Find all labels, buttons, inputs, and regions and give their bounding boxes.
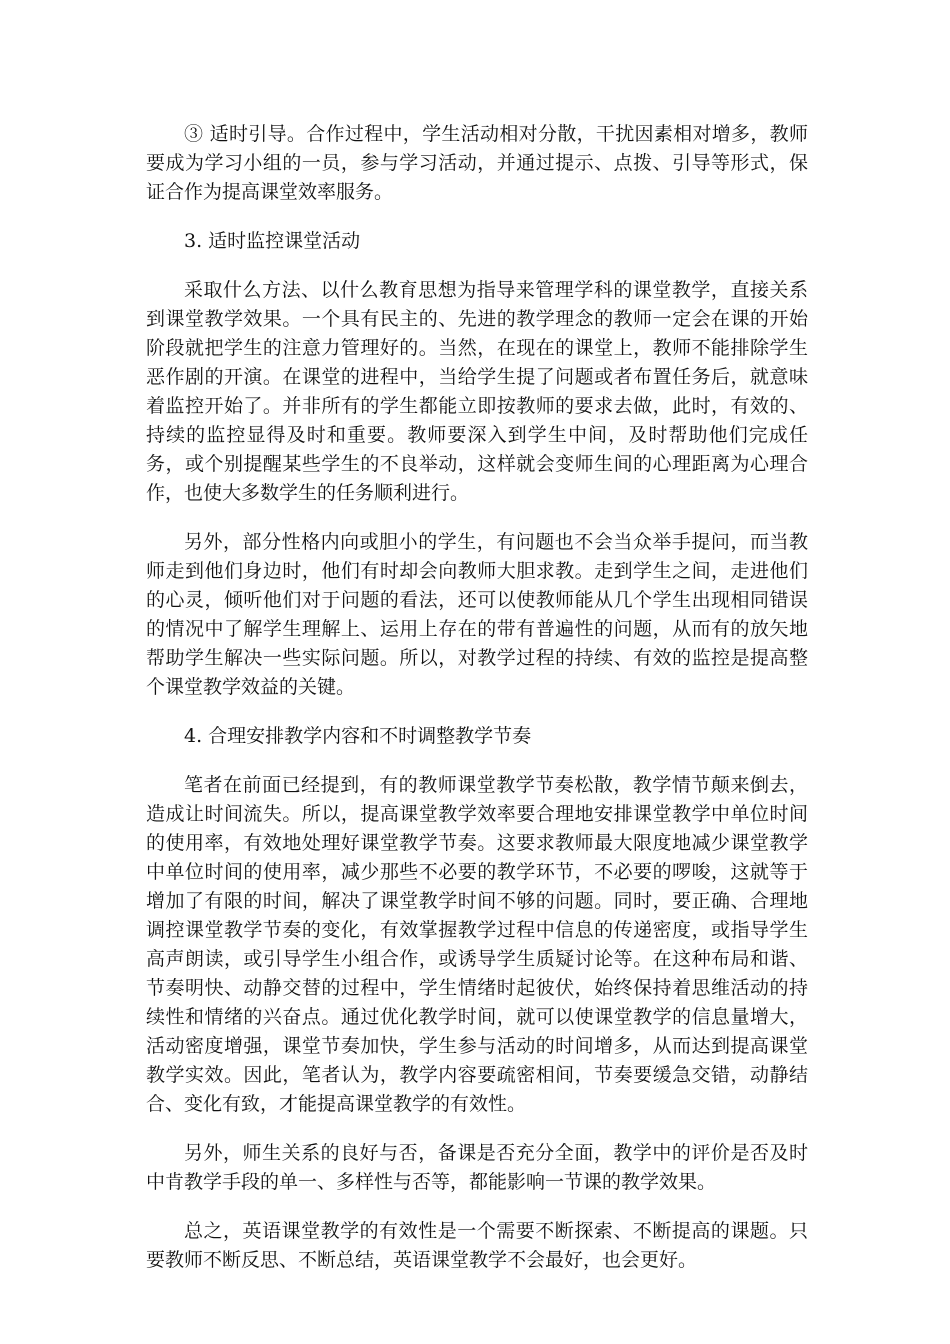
paragraph-monitoring: 采取什么方法、以什么教育思想为指导来管理学科的课堂教学，直接关系到课堂教学效果。一个具有民主的、先进的教学理念的教师一定会在课的开始阶段就把学生的注意力管理好的。当然，在现在的课堂上，教师不能排除学生恶作剧的开演。在课堂的进程中，当给学生提了问题或者布置任务后，就意味着监控开始了。并非所有的学生都能立即按教师的要求去做，此时，有效的、持续的监控显得及时和重要。教师要深入到学生中间，及时帮助他们完成任务，或个别提醒某些学生的不良举动，这样就会变师生间的心理距离为心理合作，也使大多数学生的任务顺利进行。 (146, 279, 808, 504)
document-body (146, 120, 808, 1295)
paragraph-rhythm: 笔者在前面已经提到，有的教师课堂教学节奏松散，教学情节颠来倒去，造成让时间流失。所以，提高课堂教学效率要合理地安排课堂教学中单位时间的使用率，有效地处理好课堂教学节奏。这要求教师最大限度地减少课堂教学中单位时间的使用率，减少那些不必要的教学环节，不必要的啰唆，这就等于增加了有限的时间，解决了课堂教学时间不够的问题。同时，要正确、合理地调控课堂教学节奏的变化，有效掌握教学过程中信息的传递密度，或指导学生高声朗读，或引导学生小组合作，或诱导学生质疑讨论等。在这种布局和谐、节奏明快、动静交替的过程中，学生情绪时起彼伏，始终保持着思维活动的持续性和情绪的兴奋点。通过优化教学时间，就可以使课堂教学的信息量增大，活动密度增强，课堂节奏加快，学生参与活动的时间增多，从而达到提高课堂教学实效。因此，笔者认为，教学内容要疏密相间，节奏要缓急交错，动静结合、变化有致，才能提高课堂教学的有效性。 (146, 774, 808, 1115)
paragraph-guidance: ③ 适时引导。合作过程中，学生活动相对分散，干扰因素相对增多，教师要成为学习小组的一员，参与学习活动，并通过提示、点拨、引导等形式，保证合作为提高课堂效率服务。 (146, 123, 808, 203)
section-heading-3: 3. 适时监控课堂活动 (184, 230, 361, 252)
section-heading-4: 4. 合理安排教学内容和不时调整教学节奏 (184, 725, 532, 747)
paragraph-other-factors: 另外，师生关系的良好与否，备课是否充分全面，教学中的评价是否及时中肯教学手段的单一、多样性与否等，都能影响一节课的教学效果。 (146, 1142, 808, 1193)
paragraph-conclusion: 总之，英语课堂教学的有效性是一个需要不断探索、不断提高的课题。只要教师不断反思、不断总结，英语课堂教学不会最好，也会更好。 (146, 1220, 808, 1271)
paragraph-shy-students: 另外，部分性格内向或胆小的学生，有问题也不会当众举手提问，而当教师走到他们身边时，他们有时却会向教师大胆求教。走到学生之间，走进他们的心灵，倾听他们对于问题的看法，还可以使教师能从几个学生出现相同错误的情况中了解学生理解上、运用上存在的带有普遍性的问题，从而有的放矢地帮助学生解决一些实际问题。所以，对教学过程的持续、有效的监控是提高整个课堂教学效益的关键。 (146, 531, 808, 698)
